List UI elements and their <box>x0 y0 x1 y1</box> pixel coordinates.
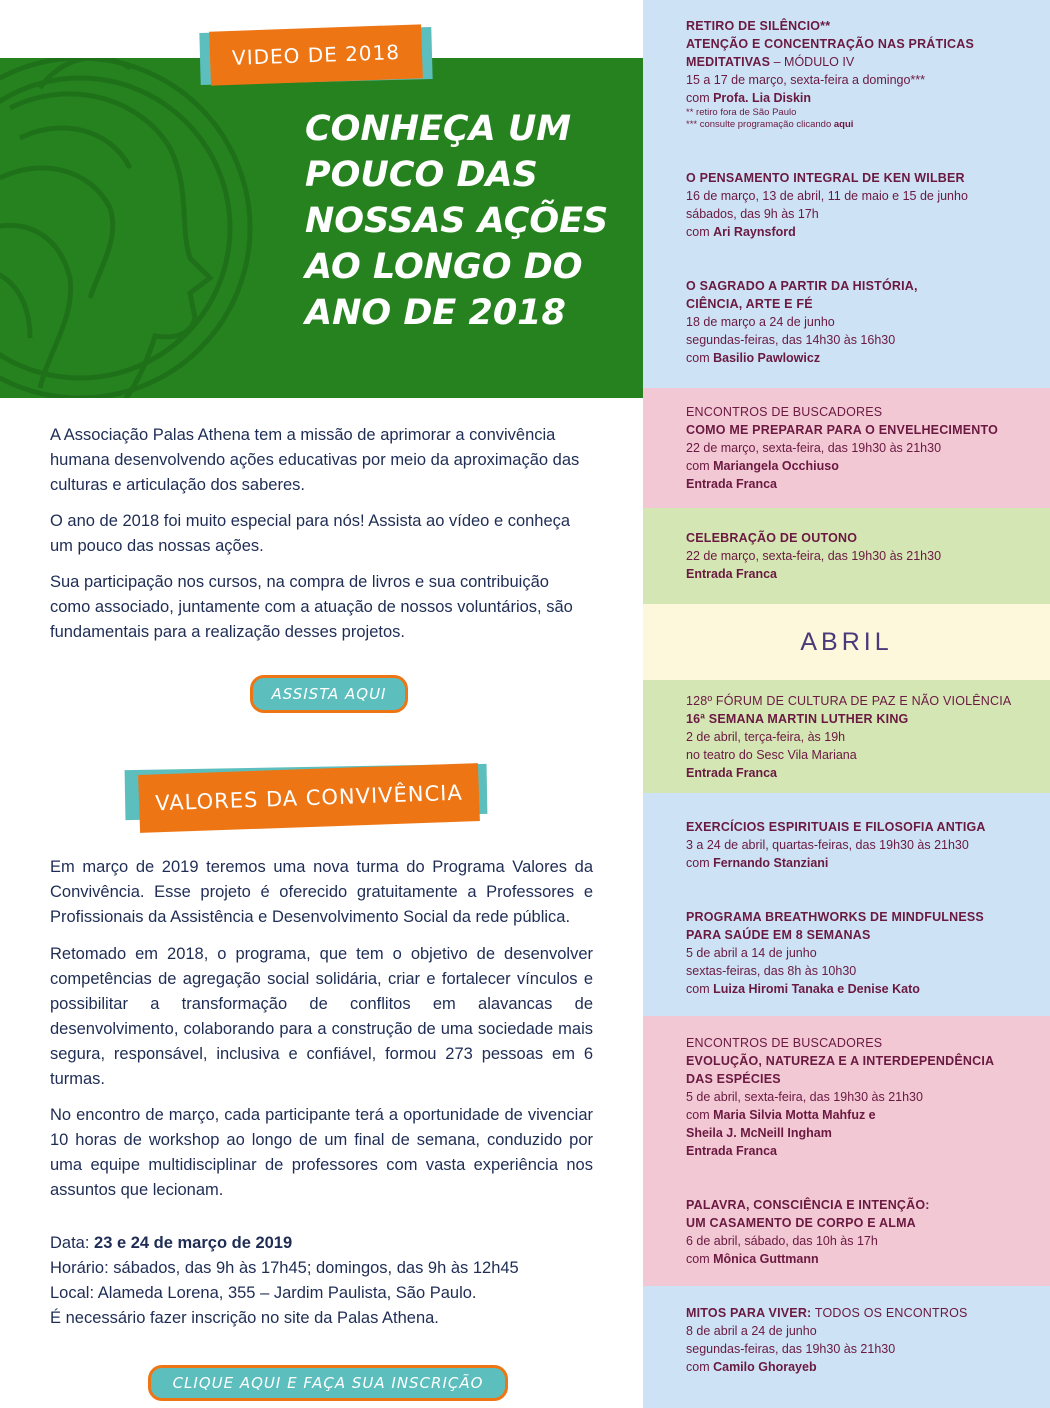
event-title: PARA SAÚDE EM 8 SEMANAS <box>686 928 871 942</box>
event-date: 2 de abril, terça-feira, às 19h <box>686 730 846 744</box>
register-button[interactable]: CLIQUE AQUI E FAÇA SUA INSCRIÇÃO <box>148 1365 508 1401</box>
event-title: O SAGRADO A PARTIR DA HISTÓRIA, <box>686 279 918 293</box>
events-sidebar <box>643 0 1050 1408</box>
event-date: 5 de abril, sexta-feira, das 19h30 às 21h30 <box>686 1090 923 1104</box>
event-free-entry: Entrada Franca <box>686 567 778 581</box>
valores-paragraph-program: Retomado em 2018, o programa, que tem o objetivo de desenvolver competências de agregação social solidária, criar e fortalecer vínculos e possibilitar a transformação de conflitos em alavancas de desenvolvimento, colaborando para a construção de uma sociedade mais segura, responsável, inclusiva e confiável, formou 273 pessoas em 6 turmas. <box>50 945 593 1088</box>
event-teacher: Maria Silvia Motta Mahfuz e <box>713 1108 876 1122</box>
hero-banner <box>0 58 643 398</box>
event-with: com <box>686 856 714 870</box>
event-mitos-para-viver[interactable] <box>686 1304 1036 1376</box>
date-value: 23 e 24 de março de 2019 <box>94 1234 293 1252</box>
event-free-entry: Entrada Franca <box>686 1144 778 1158</box>
event-celebracao-outono[interactable] <box>686 529 1036 583</box>
event-subtitle: TODOS OS ENCONTROS <box>811 1306 968 1320</box>
valores-place: Local: Alameda Lorena, 355 – Jardim Paulista, São Paulo. <box>50 1284 477 1302</box>
event-with: com <box>686 225 714 239</box>
event-date: 8 de abril a 24 de junho <box>686 1324 817 1338</box>
event-time: sextas-feiras, das 8h às 10h30 <box>686 964 857 978</box>
event-teacher: Mônica Guttmann <box>713 1252 819 1266</box>
intro-paragraph-participation: Sua participação nos cursos, na compra de livros e sua contribuição como associado, juntamente com a atuação de nossos voluntários, são fundamentais para a realização desses projetos. <box>50 573 573 641</box>
hero-title: CONHEÇA UM POUCO DAS NOSSAS AÇÕES AO LONGO DO ANO DE 2018 <box>305 109 609 333</box>
event-with: com <box>686 459 714 473</box>
event-date: 15 a 17 de março, sexta-feira a domingo*** <box>686 73 926 87</box>
valores-date <box>50 1231 292 1256</box>
event-footnote: *** consulte programação clicando <box>686 119 834 130</box>
event-with: com <box>686 1108 714 1122</box>
event-title: MITOS PARA VIVER: <box>686 1306 812 1320</box>
event-palavra-consciencia[interactable] <box>686 1196 1036 1268</box>
valores-convivencia-tag <box>125 765 505 835</box>
valores-paragraph-intro: Em março de 2019 teremos uma nova turma do Programa Valores da Convivência. Esse projeto é oferecido gratuitamente a Professores e Profissionais da Assistência e Desenvolvimento Social da rede pública. <box>50 858 593 926</box>
event-teacher: Sheila J. McNeill Ingham <box>686 1126 832 1140</box>
event-with: com <box>686 1360 714 1374</box>
event-title: CIÊNCIA, ARTE E FÉ <box>686 297 813 311</box>
event-teacher: Ari Raynsford <box>713 225 796 239</box>
event-module: – MÓDULO IV <box>770 55 855 69</box>
event-title: ATENÇÃO E CONCENTRAÇÃO NAS PRÁTICAS <box>686 37 975 51</box>
event-title: PROGRAMA BREATHWORKS DE MINDFULNESS <box>686 910 984 924</box>
month-heading-april: ABRIL <box>643 604 1050 680</box>
event-date: 6 de abril, sábado, das 10h às 17h <box>686 1234 878 1248</box>
event-title: MEDITATIVAS <box>686 55 771 69</box>
video-2018-tag <box>200 24 440 94</box>
event-series: ENCONTROS DE BUSCADORES <box>686 405 883 419</box>
event-teacher: Mariangela Occhiuso <box>713 459 839 473</box>
event-title: EXERCÍCIOS ESPIRITUAIS E FILOSOFIA ANTIGA <box>686 820 986 834</box>
event-exercicios-espirituais[interactable] <box>686 818 1036 872</box>
event-date: 22 de março, sexta-feira, das 19h30 às 21h30 <box>686 441 942 455</box>
event-date: 18 de março a 24 de junho <box>686 315 835 329</box>
program-link[interactable]: aqui <box>833 119 854 130</box>
event-series: ENCONTROS DE BUSCADORES <box>686 1036 883 1050</box>
event-title: CELEBRAÇÃO DE OUTONO <box>686 531 858 545</box>
event-with: com <box>686 351 714 365</box>
event-date: 22 de março, sexta-feira, das 19h30 às 21h30 <box>686 549 942 563</box>
event-teacher: Profa. Lia Diskin <box>713 91 812 105</box>
event-series: 128º FÓRUM DE CULTURA DE PAZ E NÃO VIOLÊNCIA <box>686 694 1012 708</box>
event-teacher: Camilo Ghorayeb <box>713 1360 817 1374</box>
event-title: DAS ESPÉCIES <box>686 1072 781 1086</box>
date-label: Data: <box>50 1234 95 1252</box>
event-teacher: Basilio Pawlowicz <box>713 351 821 365</box>
valores-paragraph-workshop: No encontro de março, cada participante terá a oportunidade de vivenciar 10 horas de workshop ao longo de um final de semana, conduzido por uma equipe multidisciplinar de professores com vasta experiência nos assuntos que lecionam. <box>50 1106 593 1199</box>
event-venue: no teatro do Sesc Vila Mariana <box>686 748 857 762</box>
event-title: EVOLUÇÃO, NATUREZA E A INTERDEPENDÊNCIA <box>686 1054 995 1068</box>
intro-paragraph-video: O ano de 2018 foi muito especial para nós! Assista ao vídeo e conheça um pouco das nossas ações. <box>50 512 571 555</box>
athena-medallion-image <box>0 58 270 398</box>
event-title: RETIRO DE SILÊNCIO** <box>686 19 831 33</box>
event-martin-luther-king[interactable] <box>686 692 1036 782</box>
event-with: com <box>686 91 714 105</box>
event-time: segundas-feiras, das 14h30 às 16h30 <box>686 333 896 347</box>
event-with: com <box>686 1252 714 1266</box>
event-date: 3 a 24 de abril, quartas-feiras, das 19h30 às 21h30 <box>686 838 969 852</box>
event-footnote: ** retiro fora de São Paulo <box>686 107 797 118</box>
event-teacher: Luiza Hiromi Tanaka e Denise Kato <box>713 982 920 996</box>
event-title: COMO ME PREPARAR PARA O ENVELHECIMENTO <box>686 423 999 437</box>
intro-paragraph-mission: A Associação Palas Athena tem a missão de aprimorar a convivência humana desenvolvendo ações educativas por meio da aproximação das culturas e articulação dos saberes. <box>50 426 580 494</box>
event-title: O PENSAMENTO INTEGRAL DE KEN WILBER <box>686 171 965 185</box>
event-evolucao-natureza[interactable] <box>686 1034 1036 1160</box>
event-retiro-silencio[interactable] <box>686 17 1036 131</box>
valores-convivencia-label: VALORES DA CONVIVÊNCIA <box>138 763 480 833</box>
event-ken-wilber[interactable] <box>686 169 1036 241</box>
event-title: 16ª SEMANA MARTIN LUTHER KING <box>686 712 909 726</box>
event-date: 16 de março, 13 de abril, 11 de maio e 15 de junho <box>686 189 968 203</box>
valores-hours: Horário: sábados, das 9h às 17h45; domingos, das 9h às 12h45 <box>50 1259 519 1277</box>
valores-registration-note: É necessário fazer inscrição no site da Palas Athena. <box>50 1309 439 1327</box>
watch-video-button[interactable]: ASSISTA AQUI <box>250 675 408 713</box>
event-title: UM CASAMENTO DE CORPO E ALMA <box>686 1216 916 1230</box>
event-teacher: Fernando Stanziani <box>713 856 829 870</box>
event-title: PALAVRA, CONSCIÊNCIA E INTENÇÃO: <box>686 1198 930 1212</box>
event-breathworks[interactable] <box>686 908 1036 998</box>
event-sagrado[interactable] <box>686 277 1036 367</box>
event-envelhecimento[interactable] <box>686 403 1036 493</box>
event-free-entry: Entrada Franca <box>686 766 778 780</box>
event-with: com <box>686 982 714 996</box>
event-time: sábados, das 9h às 17h <box>686 207 819 221</box>
event-free-entry: Entrada Franca <box>686 477 778 491</box>
video-2018-label: VIDEO DE 2018 <box>209 24 423 85</box>
event-time: segundas-feiras, das 19h30 às 21h30 <box>686 1342 896 1356</box>
event-date: 5 de abril a 14 de junho <box>686 946 817 960</box>
